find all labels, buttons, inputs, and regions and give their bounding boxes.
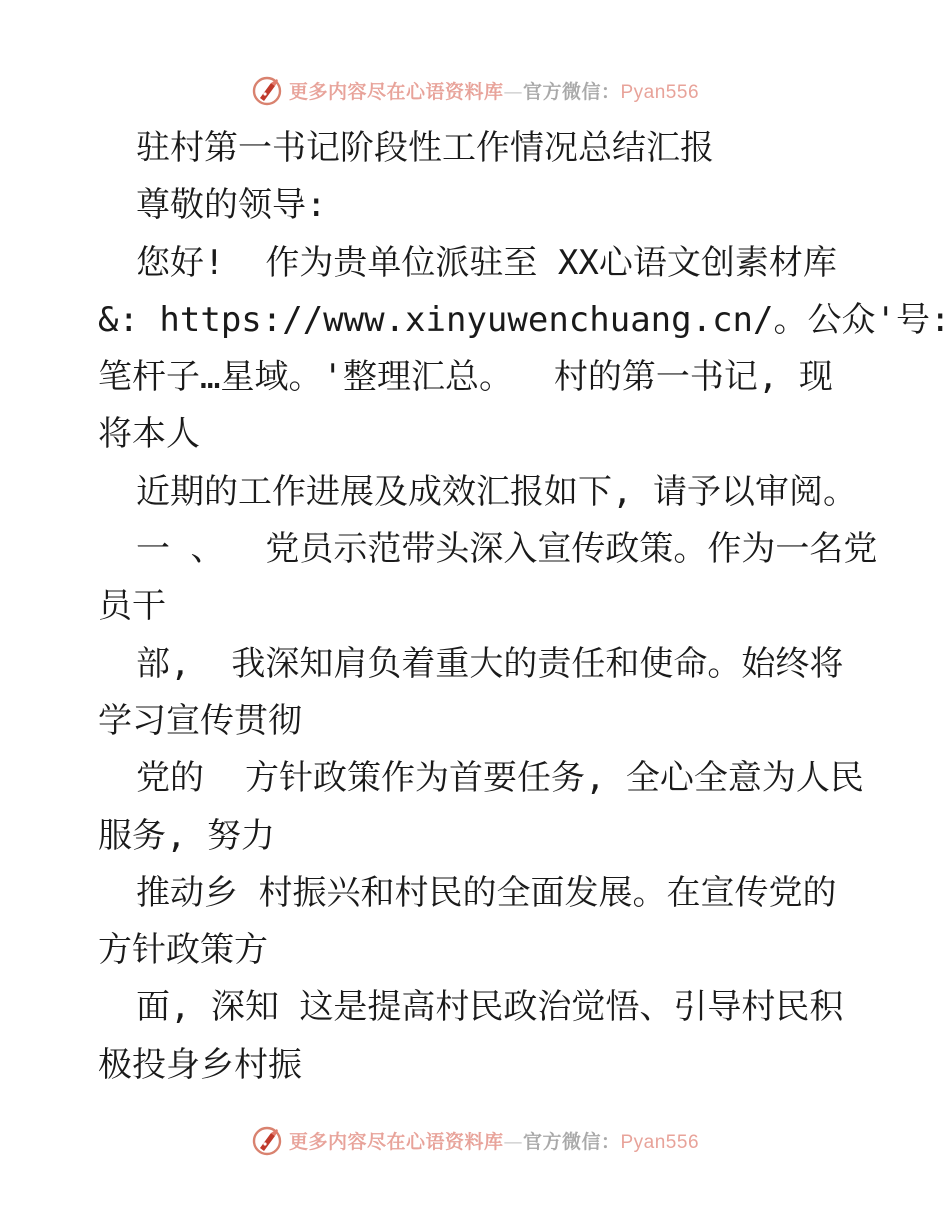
banner-separator: — [503, 1130, 523, 1153]
document-line: 推动乡 村振兴和村民的全面发展。在宣传党的 [136, 872, 837, 913]
banner-main-text: 更多内容尽在心语资料库 [288, 1130, 504, 1153]
banner-main-text: 更多内容尽在心语资料库 [288, 80, 504, 103]
document-line: 驻村第一书记阶段性工作情况总结汇报 [136, 128, 714, 168]
document-line: 极投身乡村振 [98, 1044, 302, 1085]
pen-nib-logo-icon [251, 74, 283, 106]
document-body [98, 120, 950, 1094]
document-line: 部, 我深知肩负着重大的责任和使命。始终将 [136, 643, 844, 684]
header-banner-content [251, 74, 699, 106]
document-line: 面, 深知 这是提高村民政治觉悟、引导村民积 [136, 987, 844, 1028]
document-line: 您好! 作为贵单位派驻至 XX心语文创素材库 [136, 242, 837, 283]
document-line: 服务, 努力 [98, 815, 275, 856]
document-line: 方针政策方 [98, 930, 268, 971]
footer-banner-text [289, 1127, 699, 1154]
document-line: 将本人 [98, 414, 200, 455]
document-line: 员干 [98, 586, 166, 627]
document-line: &: https://www.xinyuwenchuang.cn/。公众'号: [98, 299, 950, 340]
banner-official-label: 官方微信： [522, 1130, 621, 1153]
header-banner-text [289, 77, 699, 104]
pen-nib-logo-icon [251, 1124, 283, 1156]
banner-official-label: 官方微信： [522, 80, 621, 103]
footer-banner-content [251, 1124, 699, 1156]
header-banner [0, 70, 950, 110]
document-line: 党的 方针政策作为首要任务, 全心全意为人民 [136, 758, 864, 799]
footer-banner [0, 1120, 950, 1160]
document-line: 一 、 党员示范带头深入宣传政策。作为一名党 [136, 529, 878, 570]
banner-wechat-id: Pyan556 [620, 1131, 700, 1153]
banner-separator: — [503, 80, 523, 103]
document-line: 近期的工作进展及成效汇报如下, 请予以审阅。 [136, 471, 857, 512]
document-line: 笔杆子…星域。'整理汇总。 村的第一书记, 现 [98, 357, 833, 398]
banner-wechat-id: Pyan556 [620, 81, 700, 103]
document-line: 尊敬的领导: [136, 185, 327, 226]
document-line: 学习宣传贯彻 [98, 700, 302, 741]
